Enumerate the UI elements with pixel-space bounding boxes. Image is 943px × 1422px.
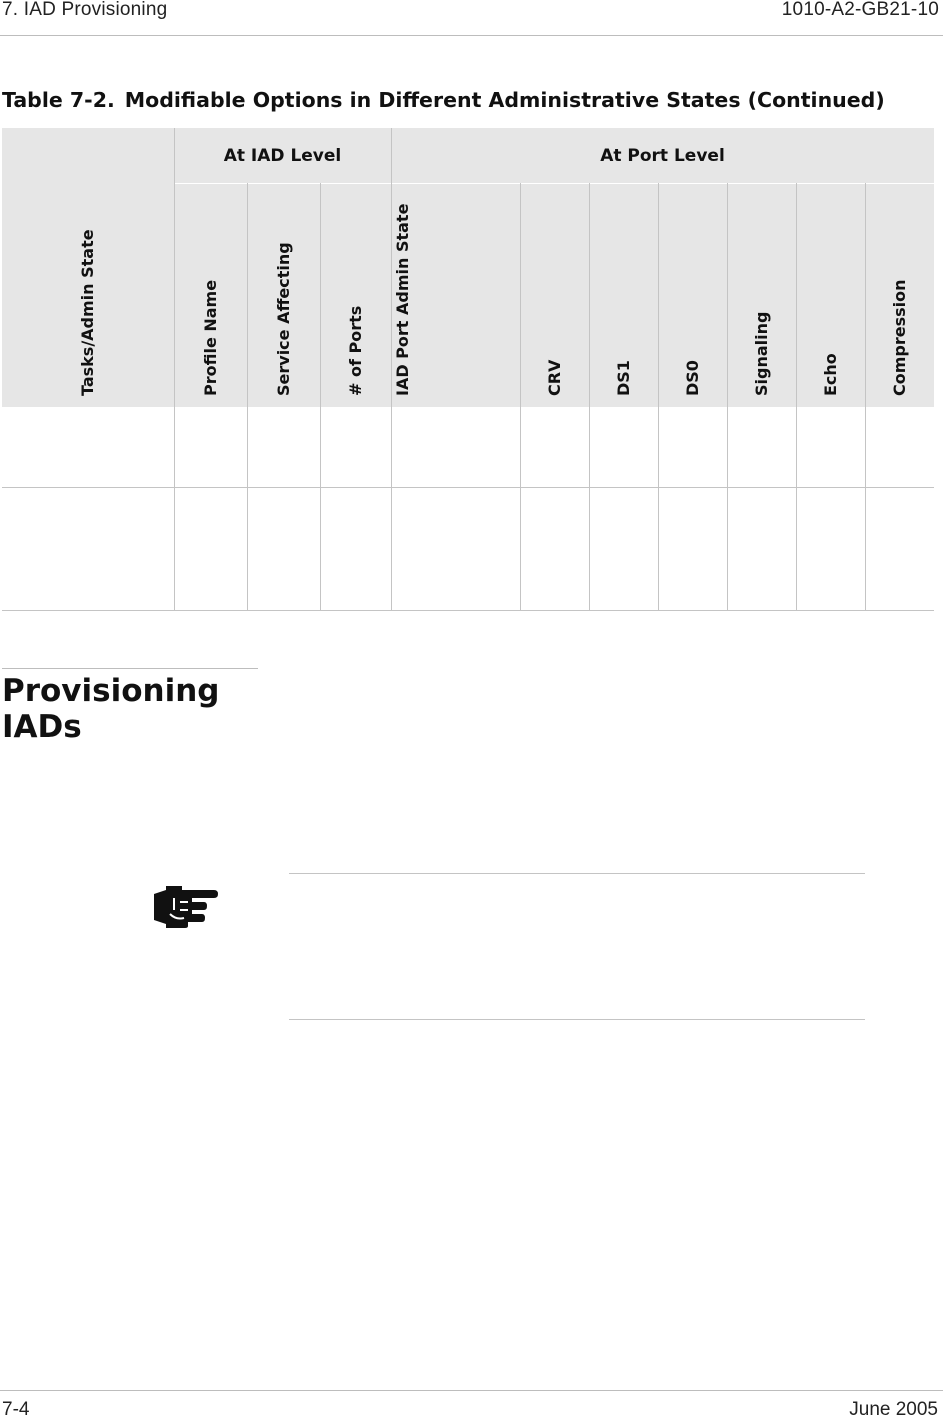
column-divider [796,183,797,611]
column-header-num-ports [320,183,391,407]
column-header-iad-port-admin-state [391,183,520,407]
column-header-label: CRV [544,359,564,396]
column-header-crv [520,183,589,407]
column-divider [727,183,728,611]
running-header-chapter: 7. IAD Provisioning [2,0,168,20]
column-header-compression [865,183,934,407]
header-rule [0,35,943,36]
stub-header-cell [2,128,174,407]
column-header-label: Compression [889,279,909,396]
pointing-hand-icon [152,884,220,930]
column-header-service-affecting [247,183,320,407]
column-header-label: Signaling [751,311,771,396]
row-divider [2,487,934,488]
column-divider [174,128,175,611]
column-header-label: IAD Port Admin State [392,203,412,396]
column-divider [658,183,659,611]
group-divider [174,183,934,184]
table-bottom-rule [2,610,934,611]
section-title-line: IADs [2,709,82,745]
footer-rule [0,1390,943,1391]
column-header-ds1 [589,183,658,407]
group-header-port-level: At Port Level [600,146,725,166]
column-divider [865,183,866,611]
section-rule [2,668,258,669]
note-bottom-rule [289,1019,865,1020]
footer-date: June 2005 [849,1399,938,1420]
note-top-rule [289,873,865,874]
section-title [2,673,219,745]
stub-header-label: Tasks/Admin State [78,229,97,396]
column-header-label: DS1 [613,360,633,396]
table-caption [2,88,885,112]
table-row [2,487,934,610]
column-header-label: Service Affecting [273,242,293,396]
group-header-iad-level: At IAD Level [223,146,342,166]
column-divider [589,183,590,611]
column-header-profile-name [174,183,247,407]
column-divider [320,183,321,611]
column-divider [391,128,392,611]
table-caption-number: Table 7-2. [2,88,115,112]
section-title-line: Provisioning [2,673,220,709]
column-divider [520,183,521,611]
column-header-label: # of Ports [345,305,365,396]
column-divider [247,183,248,611]
table-caption-title: Modifiable Options in Different Administrative States (Continued) [124,88,885,112]
running-header-doc-number: 1010-A2-GB21-10 [781,0,939,20]
table-row [2,407,934,487]
column-header-label: DS0 [682,360,702,396]
column-header-ds0 [658,183,727,407]
column-header-label: Echo [820,353,840,396]
column-header-echo [796,183,865,407]
column-header-label: Profile Name [200,279,220,396]
page-number: 7-4 [2,1399,30,1420]
column-header-signaling [727,183,796,407]
